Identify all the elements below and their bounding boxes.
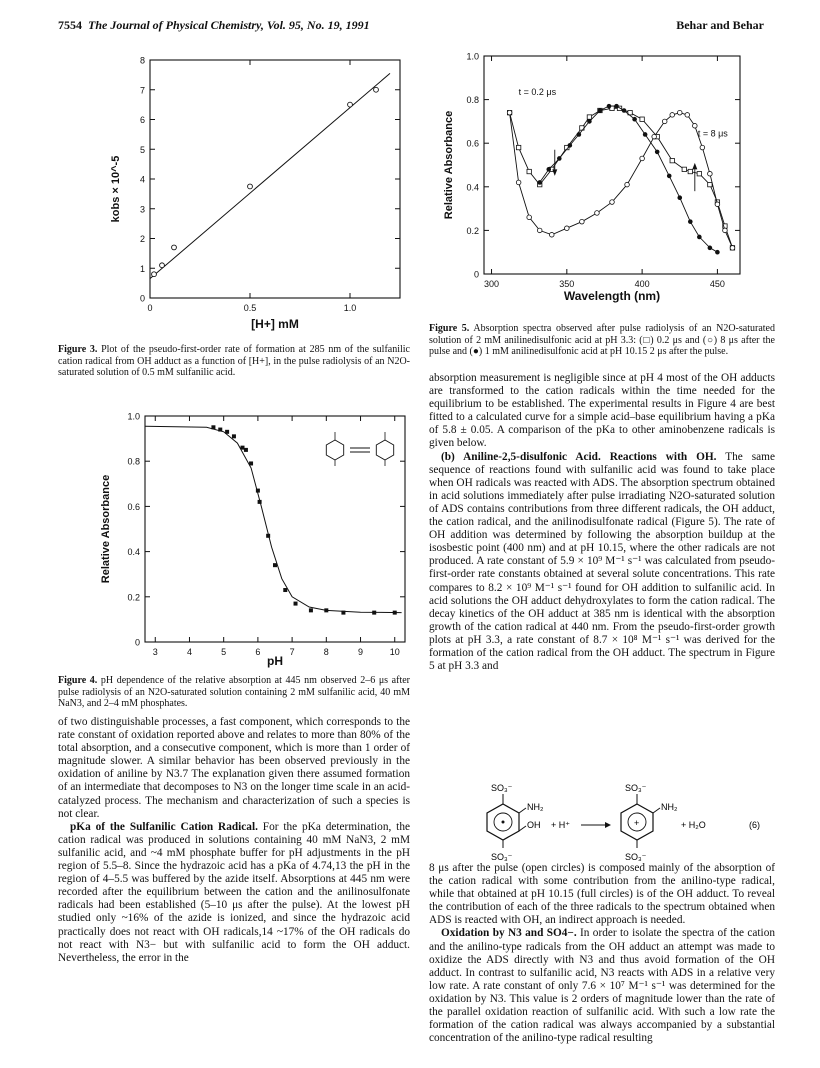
y-tick-label: 1.0 bbox=[127, 411, 140, 422]
figure5-caption-label: Figure 5. bbox=[429, 323, 470, 334]
paragraph: 8 μs after the pulse (open circles) is composed mainly of the absorption of the cation radical with some contribution from the anilino-type radical, while that obtained at pH 10.15 (full circles) is of the OH adduct. To reveal the contribution of each of the three radicals to the spectrum obtained when ADS is reacted with OH, an indirect approach is needed. bbox=[429, 862, 775, 927]
x-tick-label: 0 bbox=[147, 303, 153, 313]
x-axis-label: [H+] mM bbox=[251, 317, 299, 331]
hydroxyl-label: OH bbox=[527, 820, 541, 830]
y-tick-label: 5 bbox=[139, 144, 145, 155]
y-tick-label: 0.6 bbox=[127, 501, 140, 512]
data-point bbox=[537, 180, 542, 185]
paragraph-text: The same sequence of reactions found with sulfanilic acid was found to take place when OH radicals was reacted with ADS. The absorption spectrum obtained in acid solutions immediately after pulse irradiating N2O-saturated solution of ADS contains contributions from three different radicals, the OH adduct, the cation radical, and the anilinodisulfonate radical (Figure 5). The rate of OH addition was determined by following the absorption buildup at the isosbestic point (400 nm) and at pH 10.15, where the other radicals are not produced. A rate constant of 5.9 × 10⁹ M⁻¹ s⁻¹ was calculated from pseudo-first-order rate constants obtained at several solute concentrations. This rate compares to 8.2 × 10⁹ M⁻¹ s⁻¹ found for OH addition to sulfanilic acid. In acid solutions the OH adduct dehydroxylates to form the cation radical. The decay kinetics of the OH adduct at 385 nm is identical with the absorption growth of the cation radical at 440 nm. From the pseudo-first-order growth plots at pH 3.3, a rate constant of 8.7 × 10⁸ M⁻¹ s⁻¹ was derived for the formation of the cation radical from the OH adduct. The spectrum in Figure 5 at pH 3.3 and bbox=[429, 450, 775, 673]
x-axis-label: pH bbox=[267, 654, 283, 668]
y-tick-label: 4 bbox=[139, 174, 145, 185]
figure3-chart bbox=[95, 50, 415, 340]
data-point bbox=[708, 171, 713, 176]
data-point bbox=[341, 611, 345, 615]
data-point bbox=[266, 534, 270, 538]
data-point bbox=[211, 425, 215, 429]
data-point bbox=[697, 235, 702, 240]
data-point bbox=[283, 588, 287, 592]
data-point bbox=[640, 156, 645, 161]
left-column-text bbox=[58, 716, 410, 965]
data-point bbox=[507, 110, 512, 115]
right-column-text-lower bbox=[429, 862, 775, 1045]
data-point bbox=[677, 110, 682, 115]
data-point bbox=[682, 167, 686, 171]
data-point bbox=[249, 461, 253, 465]
x-tick-label: 8 bbox=[323, 647, 329, 657]
y-tick-label: 0.4 bbox=[127, 547, 140, 558]
sulfonate-label: SO₃⁻ bbox=[491, 852, 513, 862]
data-point bbox=[667, 174, 672, 179]
data-point bbox=[625, 182, 630, 187]
arrowhead-icon bbox=[692, 163, 697, 170]
figure3-caption-label: Figure 3. bbox=[58, 344, 98, 355]
data-point bbox=[587, 115, 591, 119]
data-point bbox=[688, 169, 692, 173]
data-point bbox=[244, 448, 248, 452]
section-heading: Oxidation by N3 and SO4−. bbox=[441, 927, 577, 940]
y-axis-label: kobs × 10^-5 bbox=[110, 155, 122, 223]
y-tick-label: 0.4 bbox=[466, 182, 479, 193]
plot-frame bbox=[150, 60, 400, 298]
x-tick-label: 4 bbox=[186, 647, 192, 657]
data-point bbox=[516, 180, 521, 185]
paragraph-text: In order to isolate the spectra of the cation and the anilino-type radicals from the OH adduct an attempt was made to oxidize the ADS directly with N3 and thus avoid formation of the OH adduct. In contrast to sulfanilic acid, N3 reacts with ADS in a relative very low rate. A rate constant of only 7.6 × 10⁷ M⁻¹ s⁻¹ was determined for the oxidation by N3. This value is 2 orders of magnitude lower than the rate of the parallel oxidation reaction of sulfanilic acid. With such a low rate the formation of the cation radical was always accompanied by a substantial concentration of the anilino-type radical resulting bbox=[429, 927, 775, 1045]
data-point bbox=[348, 102, 353, 107]
y-tick-label: 0 bbox=[134, 637, 140, 648]
sulfonate-label: SO₃⁻ bbox=[491, 783, 513, 793]
data-point bbox=[232, 434, 236, 438]
data-point bbox=[688, 219, 693, 224]
figure5-caption-text: Absorption spectra observed after pulse radiolysis of an N2O-saturated solution of 2 mM anilinedisulfonic acid at pH 3.3: (□) 0.2 μs and (○) 8 μs after the pulse and (●) 1 mM anilinedisulfonic acid at pH 10.15 2 μs after the pulse. bbox=[429, 323, 775, 357]
data-point bbox=[309, 608, 313, 612]
y-tick-label: 0.8 bbox=[466, 95, 479, 106]
section-heading: pKa of the Sulfanilic Cation Radical. bbox=[70, 820, 258, 833]
paragraph bbox=[429, 927, 775, 1045]
data-point bbox=[537, 228, 542, 233]
data-point bbox=[677, 195, 682, 200]
cation-plus-icon: + bbox=[634, 818, 640, 828]
data-point bbox=[723, 228, 728, 233]
data-point bbox=[393, 611, 397, 615]
data-point bbox=[258, 500, 262, 504]
sulfonate-label: SO₃⁻ bbox=[625, 783, 647, 793]
x-tick-label: 7 bbox=[289, 647, 295, 657]
data-point bbox=[527, 215, 532, 220]
data-point bbox=[241, 446, 245, 450]
data-point bbox=[730, 246, 735, 251]
data-point bbox=[595, 211, 600, 216]
y-tick-label: 7 bbox=[139, 85, 145, 96]
figure4-caption bbox=[58, 675, 410, 710]
paragraph: absorption measurement is negligible since at pH 4 most of the OH adducts are transformed to the cation radicals within the time needed for the equilibrium to be established. The experimental results in Figure 4 are best fitted to a calculated curve for a simple acid–base equilibrium having a pKa of 5.8 ± 0.05. A comparison of the pKa to other aminobenzene radicals is given below. bbox=[429, 372, 775, 450]
y-tick-label: 1 bbox=[139, 263, 145, 274]
fit-curve bbox=[145, 426, 402, 612]
data-point bbox=[374, 87, 379, 92]
data-point bbox=[248, 184, 253, 189]
data-point bbox=[152, 272, 157, 277]
data-point bbox=[685, 113, 690, 118]
x-tick-label: 300 bbox=[484, 279, 500, 289]
data-point bbox=[655, 150, 660, 155]
running-header bbox=[58, 18, 370, 33]
y-tick-label: 0 bbox=[139, 293, 145, 304]
x-tick-label: 450 bbox=[709, 279, 725, 289]
data-point bbox=[527, 169, 531, 173]
x-tick-label: 3 bbox=[152, 647, 158, 657]
x-axis-label: Wavelength (nm) bbox=[563, 289, 661, 303]
data-point bbox=[622, 108, 627, 113]
data-point bbox=[607, 104, 612, 109]
radical-dot-icon bbox=[502, 821, 505, 824]
plot-frame bbox=[145, 416, 405, 642]
y-tick-label: 0.2 bbox=[127, 592, 140, 603]
equation-number: (6) bbox=[749, 820, 760, 830]
data-point bbox=[662, 119, 667, 124]
data-point bbox=[577, 132, 582, 137]
data-point bbox=[708, 182, 712, 186]
right-column-text-upper bbox=[429, 372, 775, 673]
paragraph bbox=[429, 451, 775, 674]
data-point bbox=[697, 172, 701, 176]
figure3-caption-text: Plot of the pseudo-first-order rate of formation at 285 nm of the sulfanilic cation radical from OH adduct as a function of [H+], in the pulse radiolysis of an N2O-saturated solution of 0.5 mM sulfanilic acid. bbox=[58, 344, 410, 378]
equation-6 bbox=[429, 780, 775, 862]
data-point bbox=[614, 104, 619, 109]
inset-structure-icon bbox=[326, 432, 393, 466]
y-axis-label: Relative Absorbance bbox=[100, 474, 112, 584]
data-point bbox=[715, 202, 720, 207]
figure5-chart bbox=[432, 48, 764, 310]
data-point bbox=[610, 200, 615, 205]
data-point bbox=[652, 134, 657, 139]
y-tick-label: 6 bbox=[139, 115, 145, 125]
y-tick-label: 0.6 bbox=[466, 138, 479, 149]
data-point bbox=[549, 232, 554, 237]
data-point bbox=[670, 158, 674, 162]
y-tick-label: 0 bbox=[473, 269, 479, 280]
y-axis-label: Relative Absorbance bbox=[443, 110, 455, 220]
figure4-caption-text: pH dependence of the relative absorption at 445 nm observed 2–6 μs after pulse radiolysis of an N2O-saturated solution containing 2 mM sulfanilic acid, 40 mM NaN3, and 2–4 mM phosphates. bbox=[58, 675, 410, 709]
data-point bbox=[693, 123, 698, 128]
x-tick-label: 9 bbox=[358, 647, 364, 657]
data-point bbox=[708, 246, 713, 251]
paragraph-text: For the pKa determination, the cation radical was produced in solutions containing 40 mM NaN3, 2 mM sulfanilic acid, and ~4 mM phosphate buffer for pH adjustments in the pH region of 5.5–8. Since the hydrazoic acid has a pKa of 4.74,13 the pH in the region of 4–5.5 was buffered by the azide itself. Absorptions at 445 nm were recorded after the equilibrium between the cation and the anilinosulfonate radicals had been established (5–10 μs after the pulse). At the lowest pH studied only ~16% of the azide is ionized, and since the hydrazoic acid practically does not react with OH radicals,14 ~17% of the OH radicals do not react with N3− but with sulfanilic acid to form the OH adduct. Nevertheless, the error in the bbox=[58, 820, 410, 964]
y-tick-label: 8 bbox=[139, 55, 145, 66]
data-point bbox=[256, 489, 260, 493]
annotation-label: t = 8 μs bbox=[697, 128, 728, 139]
x-tick-label: 400 bbox=[634, 279, 650, 289]
data-point bbox=[372, 611, 376, 615]
data-point bbox=[172, 245, 177, 250]
data-point bbox=[568, 143, 573, 148]
figure4-chart bbox=[95, 408, 415, 668]
data-point bbox=[324, 608, 328, 612]
sulfonate-label: SO₃⁻ bbox=[625, 852, 647, 862]
data-point bbox=[557, 156, 562, 161]
plus-water: + H₂O bbox=[681, 820, 706, 830]
data-point bbox=[273, 563, 277, 567]
data-point bbox=[225, 430, 229, 434]
data-point bbox=[218, 428, 222, 432]
amino-label: NH₂ bbox=[527, 802, 544, 812]
x-tick-label: 0.5 bbox=[243, 303, 257, 313]
data-point bbox=[598, 108, 603, 113]
figure5-caption bbox=[429, 323, 775, 358]
data-point bbox=[700, 145, 705, 150]
data-point bbox=[516, 145, 520, 149]
plus-proton: + H⁺ bbox=[551, 820, 571, 830]
figure4-caption-label: Figure 4. bbox=[58, 675, 98, 686]
data-point bbox=[632, 117, 637, 122]
data-point bbox=[565, 226, 570, 231]
data-point bbox=[643, 132, 648, 137]
arrowhead-icon bbox=[552, 169, 557, 176]
data-point bbox=[640, 117, 644, 121]
y-tick-label: 0.8 bbox=[127, 456, 140, 467]
y-tick-label: 3 bbox=[139, 204, 145, 215]
figure3-caption bbox=[58, 344, 410, 379]
paragraph: of two distinguishable processes, a fast component, which corresponds to the rate constant of oxidation reported above and relates to more than 80% of the total absorption, and a consecutive component, which is more than 1 order of magnitude slower. A similar behavior has been observed previously in the oxidation of aniline by N3.7 The explanation given there assumed formation of an intermediate that decomposes to N3 on the longer time scale in an acid-catalyzed process. The mechanism and characterization of such a species is not clear. bbox=[58, 716, 410, 820]
journal-title: The Journal of Physical Chemistry, Vol. 95, No. 19, 1991 bbox=[88, 18, 370, 32]
data-point bbox=[715, 250, 720, 255]
x-tick-label: 6 bbox=[255, 647, 261, 657]
fit-line bbox=[150, 73, 390, 278]
x-tick-label: 5 bbox=[221, 647, 227, 657]
paragraph bbox=[58, 821, 410, 965]
data-point bbox=[670, 113, 675, 118]
section-heading: (b) Aniline-2,5-disulfonic Acid. Reactions with OH. bbox=[441, 450, 717, 463]
data-point bbox=[580, 219, 585, 224]
page-number: 7554 bbox=[58, 18, 82, 32]
running-header-authors: Behar and Behar bbox=[676, 18, 764, 32]
annotation-label: t = 0.2 μs bbox=[518, 87, 557, 98]
y-tick-label: 2 bbox=[139, 234, 145, 244]
amino-label: NH₂ bbox=[661, 802, 678, 812]
x-tick-label: 350 bbox=[559, 279, 575, 289]
y-tick-label: 0.2 bbox=[466, 225, 479, 236]
y-tick-label: 1.0 bbox=[466, 51, 479, 62]
data-point bbox=[587, 119, 592, 124]
data-point bbox=[546, 167, 551, 172]
x-tick-label: 10 bbox=[389, 647, 400, 657]
data-point bbox=[294, 602, 298, 606]
data-point bbox=[160, 263, 165, 268]
x-tick-label: 1.0 bbox=[343, 303, 357, 313]
